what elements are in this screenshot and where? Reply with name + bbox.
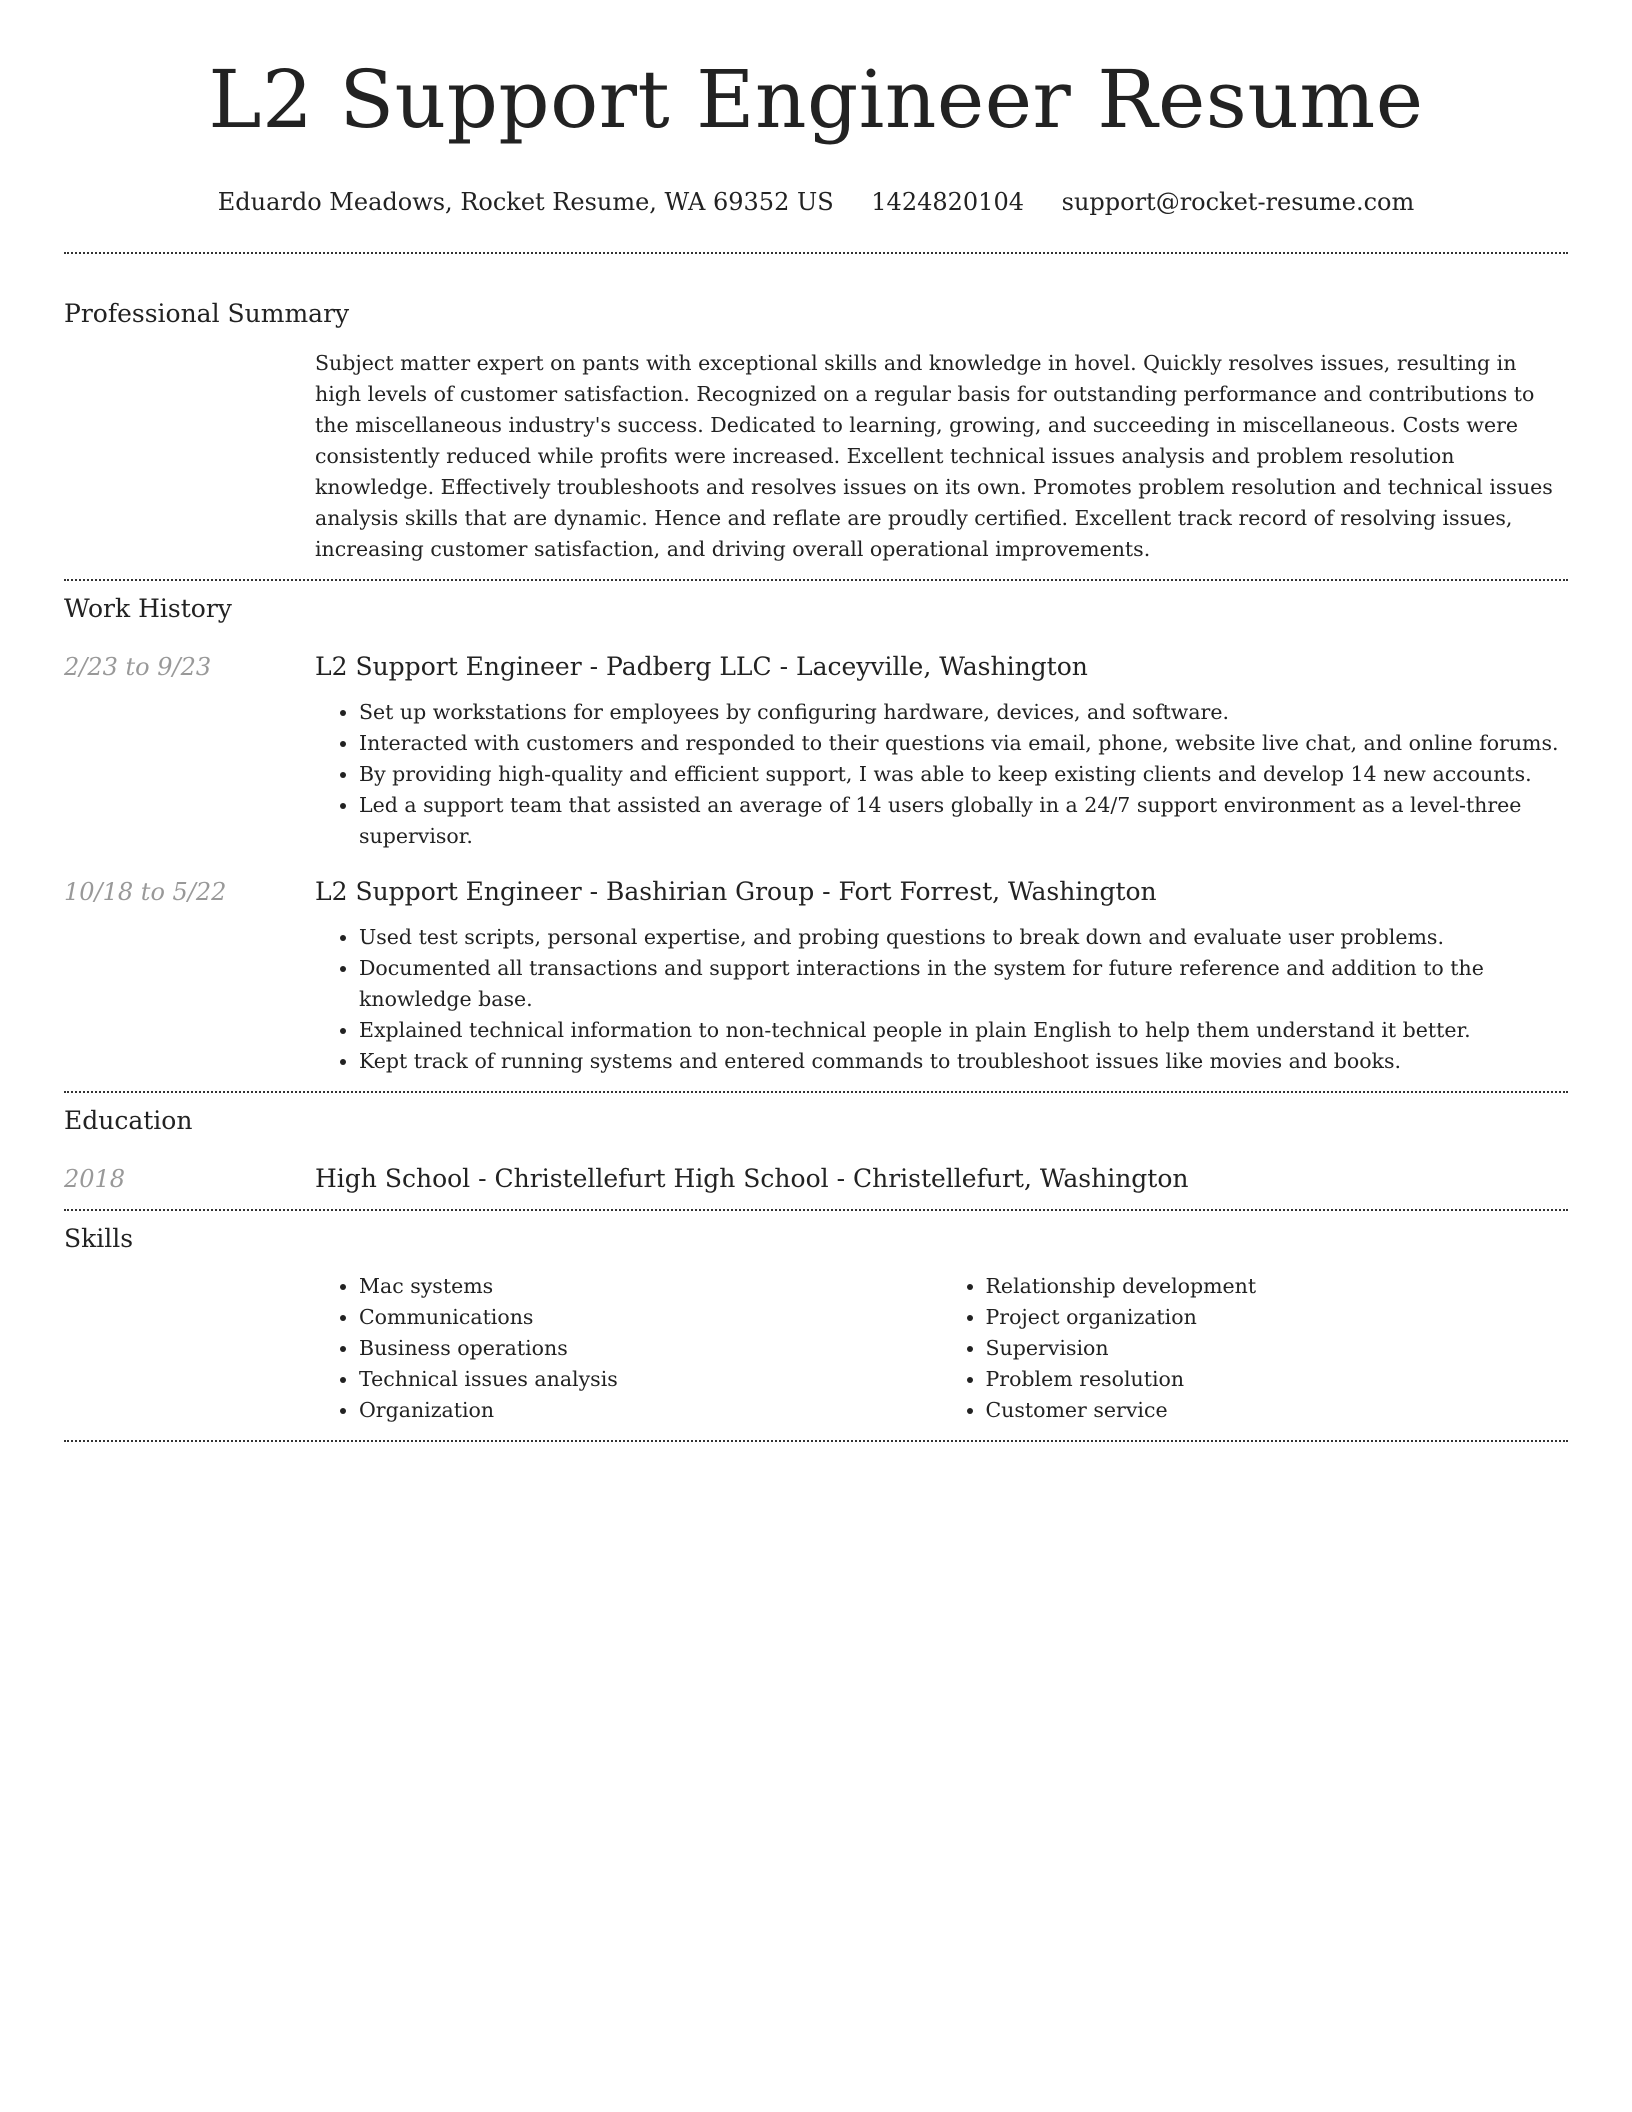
header-divider (64, 252, 1568, 254)
education-details (315, 1163, 1568, 1195)
list-item: • Mac systems (359, 1271, 942, 1302)
job-bullets (315, 922, 1568, 1077)
list-item: • Kept track of running systems and entered commands to troubleshoot issues like movies and books. (359, 1046, 1568, 1077)
list-item: • Communications (359, 1302, 942, 1333)
summary-heading: Professional Summary (64, 299, 350, 328)
list-item: • Supervision (986, 1333, 1569, 1364)
education-entry (64, 1163, 1568, 1195)
list-item: • Technical issues analysis (359, 1364, 942, 1395)
list-item: • Relationship development (986, 1271, 1569, 1302)
contact-email: support@rocket-resume.com (1061, 188, 1415, 216)
list-item: • Project organization (986, 1302, 1569, 1333)
contact-address: Eduardo Meadows, Rocket Resume, WA 69352 US (217, 188, 834, 216)
summary-text: Subject matter expert on pants with exceptional skills and knowledge in hovel. Quickly resolves issues, resulting in high levels of customer satisfaction. Recognized on a regular basis for outstanding performance and contributions to the miscellaneous industry's success. Dedicated to learning, growing, and succeeding in miscellaneous. Costs were consistently reduced while profits were increased. Excellent technical issues analysis and problem resolution knowledge. Effectively troubleshoots and resolves issues on its own. Promotes problem resolution and technical issues analysis skills that are dynamic. Hence and reflate are proudly certified. Excellent track record of resolving issues, increasing customer satisfaction, and driving overall operational improvements. (315, 351, 1553, 561)
skills-section (64, 1223, 1568, 1426)
work-history-section (64, 593, 1568, 1077)
list-item: • Organization (359, 1395, 942, 1426)
job-details (315, 876, 1568, 1077)
list-item: • Interacted with customers and responded to their questions via email, phone, website live chat, and online forums. (359, 728, 1568, 759)
skills-divider (64, 1440, 1568, 1442)
list-item: • Business operations (359, 1333, 942, 1364)
job-heading: L2 Support Engineer - Padberg LLC - Laceyville, Washington (315, 652, 1088, 681)
education-section (64, 1105, 1568, 1195)
list-item: • Customer service (986, 1395, 1569, 1426)
resume-title: L2 Support Engineer Resume (208, 53, 1424, 146)
list-item: • Led a support team that assisted an average of 14 users globally in a 24/7 support environment as a level-three supervisor. (359, 790, 1568, 852)
contact-phone: 1424820104 (871, 188, 1024, 216)
work-history-divider (64, 1091, 1568, 1093)
education-divider (64, 1209, 1568, 1211)
list-item: • By providing high-quality and efficient support, I was able to keep existing clients and develop 14 new accounts. (359, 759, 1568, 790)
work-history-heading: Work History (64, 594, 232, 623)
list-item: • Documented all transactions and support interactions in the system for future reference and addition to the knowledge base. (359, 953, 1568, 1015)
list-item: • Explained technical information to non-technical people in plain English to help them understand it better. (359, 1015, 1568, 1046)
skills-grid (315, 1271, 1568, 1426)
list-item: • Set up workstations for employees by configuring hardware, devices, and software. (359, 697, 1568, 728)
summary-divider (64, 579, 1568, 581)
job-entry (64, 651, 1568, 852)
summary-section (64, 298, 1568, 565)
job-dates: 10/18 to 5/22 (64, 878, 227, 906)
job-heading: L2 Support Engineer - Bashirian Group - Fort Forrest, Washington (315, 877, 1157, 906)
job-entry (64, 876, 1568, 1077)
list-item: • Problem resolution (986, 1364, 1569, 1395)
job-details (315, 651, 1568, 852)
education-heading-line: High School - Christellefurt High School - Christellefurt, Washington (315, 1164, 1189, 1193)
education-heading: Education (64, 1106, 193, 1135)
list-item: • Used test scripts, personal expertise, and probing questions to break down and evaluate user problems. (359, 922, 1568, 953)
education-year: 2018 (64, 1165, 126, 1193)
skills-list-right (942, 1271, 1569, 1426)
skills-heading: Skills (64, 1224, 134, 1253)
job-dates: 2/23 to 9/23 (64, 653, 212, 681)
job-bullets (315, 697, 1568, 852)
skills-list-left (315, 1271, 942, 1426)
contact-line (64, 186, 1568, 218)
